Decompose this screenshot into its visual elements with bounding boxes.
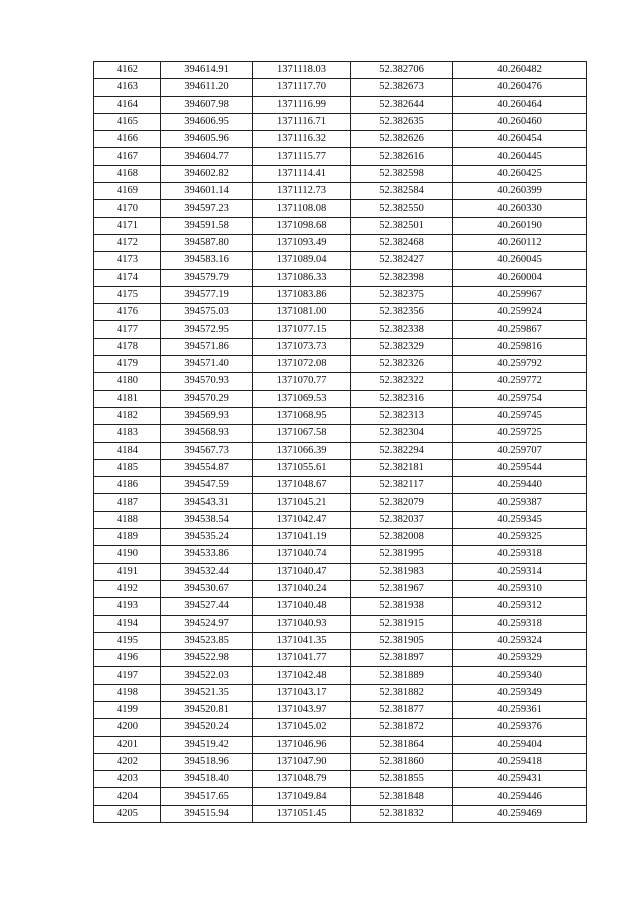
- longitude-cell: 40.259329: [453, 650, 587, 667]
- y-coordinate-cell: 1371086.33: [253, 269, 351, 286]
- x-coordinate-cell: 394607.98: [161, 96, 253, 113]
- x-coordinate-cell: 394518.40: [161, 771, 253, 788]
- latitude-cell: 52.382117: [351, 477, 453, 494]
- y-coordinate-cell: 1371049.84: [253, 788, 351, 805]
- y-coordinate-cell: 1371070.77: [253, 373, 351, 390]
- x-coordinate-cell: 394523.85: [161, 632, 253, 649]
- point-number-cell: 4197: [94, 667, 161, 684]
- table-row: [94, 252, 587, 269]
- longitude-cell: 40.259418: [453, 753, 587, 770]
- table-row: [94, 788, 587, 805]
- point-number-cell: 4186: [94, 477, 161, 494]
- longitude-cell: 40.259816: [453, 338, 587, 355]
- point-number-cell: 4178: [94, 338, 161, 355]
- longitude-cell: 40.260190: [453, 217, 587, 234]
- point-number-cell: 4173: [94, 252, 161, 269]
- x-coordinate-cell: 394543.31: [161, 494, 253, 511]
- latitude-cell: 52.381860: [351, 753, 453, 770]
- longitude-cell: 40.260482: [453, 62, 587, 79]
- y-coordinate-cell: 1371048.67: [253, 477, 351, 494]
- latitude-cell: 52.381983: [351, 563, 453, 580]
- x-coordinate-cell: 394572.95: [161, 321, 253, 338]
- longitude-cell: 40.259324: [453, 632, 587, 649]
- x-coordinate-cell: 394570.93: [161, 373, 253, 390]
- point-number-cell: 4192: [94, 580, 161, 597]
- table-row: [94, 477, 587, 494]
- point-number-cell: 4194: [94, 615, 161, 632]
- latitude-cell: 52.382501: [351, 217, 453, 234]
- table-row: [94, 546, 587, 563]
- longitude-cell: 40.260445: [453, 148, 587, 165]
- table-row: [94, 442, 587, 459]
- latitude-cell: 52.381938: [351, 598, 453, 615]
- latitude-cell: 52.382322: [351, 373, 453, 390]
- table-row: [94, 269, 587, 286]
- y-coordinate-cell: 1371098.68: [253, 217, 351, 234]
- longitude-cell: 40.260476: [453, 79, 587, 96]
- table-row: [94, 511, 587, 528]
- latitude-cell: 52.382706: [351, 62, 453, 79]
- table-row: [94, 598, 587, 615]
- table-row: [94, 113, 587, 130]
- longitude-cell: 40.259361: [453, 701, 587, 718]
- longitude-cell: 40.260399: [453, 183, 587, 200]
- y-coordinate-cell: 1371108.08: [253, 200, 351, 217]
- y-coordinate-cell: 1371117.70: [253, 79, 351, 96]
- y-coordinate-cell: 1371077.15: [253, 321, 351, 338]
- point-number-cell: 4179: [94, 356, 161, 373]
- latitude-cell: 52.382037: [351, 511, 453, 528]
- latitude-cell: 52.381855: [351, 771, 453, 788]
- table-row: [94, 494, 587, 511]
- x-coordinate-cell: 394601.14: [161, 183, 253, 200]
- point-number-cell: 4170: [94, 200, 161, 217]
- latitude-cell: 52.381897: [351, 650, 453, 667]
- table-row: [94, 459, 587, 476]
- table-row: [94, 615, 587, 632]
- point-number-cell: 4171: [94, 217, 161, 234]
- point-number-cell: 4205: [94, 805, 161, 822]
- longitude-cell: 40.259867: [453, 321, 587, 338]
- point-number-cell: 4189: [94, 529, 161, 546]
- table-row: [94, 632, 587, 649]
- latitude-cell: 52.382304: [351, 425, 453, 442]
- y-coordinate-cell: 1371112.73: [253, 183, 351, 200]
- longitude-cell: 40.259967: [453, 286, 587, 303]
- latitude-cell: 52.381872: [351, 719, 453, 736]
- latitude-cell: 52.382181: [351, 459, 453, 476]
- x-coordinate-cell: 394579.79: [161, 269, 253, 286]
- point-number-cell: 4183: [94, 425, 161, 442]
- point-number-cell: 4191: [94, 563, 161, 580]
- table-row: [94, 719, 587, 736]
- longitude-cell: 40.259376: [453, 719, 587, 736]
- y-coordinate-cell: 1371040.24: [253, 580, 351, 597]
- point-number-cell: 4165: [94, 113, 161, 130]
- longitude-cell: 40.260464: [453, 96, 587, 113]
- table-row: [94, 667, 587, 684]
- table-row: [94, 338, 587, 355]
- x-coordinate-cell: 394517.65: [161, 788, 253, 805]
- y-coordinate-cell: 1371069.53: [253, 390, 351, 407]
- point-number-cell: 4188: [94, 511, 161, 528]
- table-row: [94, 684, 587, 701]
- longitude-cell: 40.259387: [453, 494, 587, 511]
- coordinates-table-body: [94, 62, 587, 823]
- longitude-cell: 40.259312: [453, 598, 587, 615]
- point-number-cell: 4168: [94, 165, 161, 182]
- point-number-cell: 4203: [94, 771, 161, 788]
- point-number-cell: 4199: [94, 701, 161, 718]
- y-coordinate-cell: 1371045.21: [253, 494, 351, 511]
- point-number-cell: 4193: [94, 598, 161, 615]
- point-number-cell: 4180: [94, 373, 161, 390]
- x-coordinate-cell: 394520.81: [161, 701, 253, 718]
- y-coordinate-cell: 1371118.03: [253, 62, 351, 79]
- x-coordinate-cell: 394575.03: [161, 304, 253, 321]
- table-row: [94, 165, 587, 182]
- longitude-cell: 40.259707: [453, 442, 587, 459]
- y-coordinate-cell: 1371081.00: [253, 304, 351, 321]
- y-coordinate-cell: 1371066.39: [253, 442, 351, 459]
- latitude-cell: 52.382644: [351, 96, 453, 113]
- table-row: [94, 96, 587, 113]
- point-number-cell: 4169: [94, 183, 161, 200]
- y-coordinate-cell: 1371055.61: [253, 459, 351, 476]
- table-row: [94, 356, 587, 373]
- latitude-cell: 52.382427: [351, 252, 453, 269]
- y-coordinate-cell: 1371040.47: [253, 563, 351, 580]
- table-row: [94, 771, 587, 788]
- table-row: [94, 390, 587, 407]
- table-row: [94, 805, 587, 822]
- latitude-cell: 52.381832: [351, 805, 453, 822]
- y-coordinate-cell: 1371083.86: [253, 286, 351, 303]
- x-coordinate-cell: 394515.94: [161, 805, 253, 822]
- latitude-cell: 52.382468: [351, 234, 453, 251]
- latitude-cell: 52.382375: [351, 286, 453, 303]
- table-row: [94, 131, 587, 148]
- y-coordinate-cell: 1371042.48: [253, 667, 351, 684]
- point-number-cell: 4177: [94, 321, 161, 338]
- longitude-cell: 40.260330: [453, 200, 587, 217]
- x-coordinate-cell: 394567.73: [161, 442, 253, 459]
- y-coordinate-cell: 1371046.96: [253, 736, 351, 753]
- y-coordinate-cell: 1371043.17: [253, 684, 351, 701]
- latitude-cell: 52.382356: [351, 304, 453, 321]
- x-coordinate-cell: 394533.86: [161, 546, 253, 563]
- point-number-cell: 4182: [94, 407, 161, 424]
- y-coordinate-cell: 1371041.19: [253, 529, 351, 546]
- longitude-cell: 40.259745: [453, 407, 587, 424]
- latitude-cell: 52.381877: [351, 701, 453, 718]
- x-coordinate-cell: 394571.86: [161, 338, 253, 355]
- x-coordinate-cell: 394569.93: [161, 407, 253, 424]
- y-coordinate-cell: 1371041.35: [253, 632, 351, 649]
- latitude-cell: 52.382338: [351, 321, 453, 338]
- table-row: [94, 321, 587, 338]
- point-number-cell: 4190: [94, 546, 161, 563]
- coordinates-table: [93, 61, 587, 823]
- x-coordinate-cell: 394521.35: [161, 684, 253, 701]
- x-coordinate-cell: 394535.24: [161, 529, 253, 546]
- table-row: [94, 529, 587, 546]
- x-coordinate-cell: 394518.96: [161, 753, 253, 770]
- table-row: [94, 580, 587, 597]
- point-number-cell: 4172: [94, 234, 161, 251]
- x-coordinate-cell: 394577.19: [161, 286, 253, 303]
- y-coordinate-cell: 1371093.49: [253, 234, 351, 251]
- longitude-cell: 40.260045: [453, 252, 587, 269]
- point-number-cell: 4176: [94, 304, 161, 321]
- latitude-cell: 52.382313: [351, 407, 453, 424]
- y-coordinate-cell: 1371043.97: [253, 701, 351, 718]
- point-number-cell: 4164: [94, 96, 161, 113]
- latitude-cell: 52.382008: [351, 529, 453, 546]
- x-coordinate-cell: 394614.91: [161, 62, 253, 79]
- point-number-cell: 4204: [94, 788, 161, 805]
- point-number-cell: 4162: [94, 62, 161, 79]
- latitude-cell: 52.382673: [351, 79, 453, 96]
- latitude-cell: 52.382626: [351, 131, 453, 148]
- latitude-cell: 52.381848: [351, 788, 453, 805]
- longitude-cell: 40.259772: [453, 373, 587, 390]
- latitude-cell: 52.381882: [351, 684, 453, 701]
- longitude-cell: 40.259340: [453, 667, 587, 684]
- point-number-cell: 4201: [94, 736, 161, 753]
- x-coordinate-cell: 394571.40: [161, 356, 253, 373]
- point-number-cell: 4184: [94, 442, 161, 459]
- y-coordinate-cell: 1371116.99: [253, 96, 351, 113]
- table-row: [94, 200, 587, 217]
- longitude-cell: 40.259404: [453, 736, 587, 753]
- latitude-cell: 52.382635: [351, 113, 453, 130]
- latitude-cell: 52.381905: [351, 632, 453, 649]
- y-coordinate-cell: 1371068.95: [253, 407, 351, 424]
- latitude-cell: 52.381889: [351, 667, 453, 684]
- longitude-cell: 40.259349: [453, 684, 587, 701]
- longitude-cell: 40.259325: [453, 529, 587, 546]
- longitude-cell: 40.259446: [453, 788, 587, 805]
- y-coordinate-cell: 1371072.08: [253, 356, 351, 373]
- longitude-cell: 40.260425: [453, 165, 587, 182]
- x-coordinate-cell: 394583.16: [161, 252, 253, 269]
- table-row: [94, 407, 587, 424]
- table-row: [94, 563, 587, 580]
- longitude-cell: 40.259318: [453, 615, 587, 632]
- y-coordinate-cell: 1371116.32: [253, 131, 351, 148]
- x-coordinate-cell: 394519.42: [161, 736, 253, 753]
- latitude-cell: 52.382329: [351, 338, 453, 355]
- point-number-cell: 4166: [94, 131, 161, 148]
- table-row: [94, 62, 587, 79]
- longitude-cell: 40.260004: [453, 269, 587, 286]
- point-number-cell: 4163: [94, 79, 161, 96]
- point-number-cell: 4181: [94, 390, 161, 407]
- x-coordinate-cell: 394530.67: [161, 580, 253, 597]
- x-coordinate-cell: 394587.80: [161, 234, 253, 251]
- table-row: [94, 234, 587, 251]
- x-coordinate-cell: 394520.24: [161, 719, 253, 736]
- point-number-cell: 4174: [94, 269, 161, 286]
- x-coordinate-cell: 394524.97: [161, 615, 253, 632]
- y-coordinate-cell: 1371042.47: [253, 511, 351, 528]
- x-coordinate-cell: 394570.29: [161, 390, 253, 407]
- x-coordinate-cell: 394604.77: [161, 148, 253, 165]
- x-coordinate-cell: 394527.44: [161, 598, 253, 615]
- latitude-cell: 52.382616: [351, 148, 453, 165]
- x-coordinate-cell: 394602.82: [161, 165, 253, 182]
- point-number-cell: 4196: [94, 650, 161, 667]
- table-row: [94, 304, 587, 321]
- y-coordinate-cell: 1371040.74: [253, 546, 351, 563]
- latitude-cell: 52.382294: [351, 442, 453, 459]
- latitude-cell: 52.382316: [351, 390, 453, 407]
- latitude-cell: 52.382550: [351, 200, 453, 217]
- point-number-cell: 4202: [94, 753, 161, 770]
- longitude-cell: 40.260460: [453, 113, 587, 130]
- y-coordinate-cell: 1371040.93: [253, 615, 351, 632]
- y-coordinate-cell: 1371067.58: [253, 425, 351, 442]
- table-row: [94, 753, 587, 770]
- longitude-cell: 40.259440: [453, 477, 587, 494]
- latitude-cell: 52.382326: [351, 356, 453, 373]
- longitude-cell: 40.259310: [453, 580, 587, 597]
- longitude-cell: 40.259345: [453, 511, 587, 528]
- y-coordinate-cell: 1371051.45: [253, 805, 351, 822]
- point-number-cell: 4187: [94, 494, 161, 511]
- table-row: [94, 217, 587, 234]
- point-number-cell: 4185: [94, 459, 161, 476]
- longitude-cell: 40.259725: [453, 425, 587, 442]
- y-coordinate-cell: 1371041.77: [253, 650, 351, 667]
- point-number-cell: 4175: [94, 286, 161, 303]
- table-row: [94, 425, 587, 442]
- latitude-cell: 52.382598: [351, 165, 453, 182]
- x-coordinate-cell: 394568.93: [161, 425, 253, 442]
- table-row: [94, 701, 587, 718]
- y-coordinate-cell: 1371089.04: [253, 252, 351, 269]
- y-coordinate-cell: 1371048.79: [253, 771, 351, 788]
- table-row: [94, 286, 587, 303]
- y-coordinate-cell: 1371116.71: [253, 113, 351, 130]
- x-coordinate-cell: 394532.44: [161, 563, 253, 580]
- x-coordinate-cell: 394554.87: [161, 459, 253, 476]
- y-coordinate-cell: 1371047.90: [253, 753, 351, 770]
- table-row: [94, 183, 587, 200]
- table-row: [94, 650, 587, 667]
- x-coordinate-cell: 394597.23: [161, 200, 253, 217]
- longitude-cell: 40.259924: [453, 304, 587, 321]
- latitude-cell: 52.381995: [351, 546, 453, 563]
- y-coordinate-cell: 1371073.73: [253, 338, 351, 355]
- point-number-cell: 4195: [94, 632, 161, 649]
- table-row: [94, 148, 587, 165]
- latitude-cell: 52.382079: [351, 494, 453, 511]
- y-coordinate-cell: 1371045.02: [253, 719, 351, 736]
- longitude-cell: 40.259431: [453, 771, 587, 788]
- longitude-cell: 40.260454: [453, 131, 587, 148]
- x-coordinate-cell: 394611.20: [161, 79, 253, 96]
- y-coordinate-cell: 1371115.77: [253, 148, 351, 165]
- x-coordinate-cell: 394522.98: [161, 650, 253, 667]
- y-coordinate-cell: 1371114.41: [253, 165, 351, 182]
- longitude-cell: 40.259469: [453, 805, 587, 822]
- longitude-cell: 40.259314: [453, 563, 587, 580]
- longitude-cell: 40.259754: [453, 390, 587, 407]
- table-row: [94, 79, 587, 96]
- y-coordinate-cell: 1371040.48: [253, 598, 351, 615]
- latitude-cell: 52.381915: [351, 615, 453, 632]
- x-coordinate-cell: 394538.54: [161, 511, 253, 528]
- table-row: [94, 373, 587, 390]
- point-number-cell: 4200: [94, 719, 161, 736]
- latitude-cell: 52.382398: [351, 269, 453, 286]
- point-number-cell: 4198: [94, 684, 161, 701]
- x-coordinate-cell: 394522.03: [161, 667, 253, 684]
- latitude-cell: 52.381967: [351, 580, 453, 597]
- longitude-cell: 40.260112: [453, 234, 587, 251]
- latitude-cell: 52.381864: [351, 736, 453, 753]
- x-coordinate-cell: 394547.59: [161, 477, 253, 494]
- x-coordinate-cell: 394605.96: [161, 131, 253, 148]
- longitude-cell: 40.259792: [453, 356, 587, 373]
- latitude-cell: 52.382584: [351, 183, 453, 200]
- longitude-cell: 40.259318: [453, 546, 587, 563]
- x-coordinate-cell: 394606.95: [161, 113, 253, 130]
- point-number-cell: 4167: [94, 148, 161, 165]
- table-row: [94, 736, 587, 753]
- longitude-cell: 40.259544: [453, 459, 587, 476]
- x-coordinate-cell: 394591.58: [161, 217, 253, 234]
